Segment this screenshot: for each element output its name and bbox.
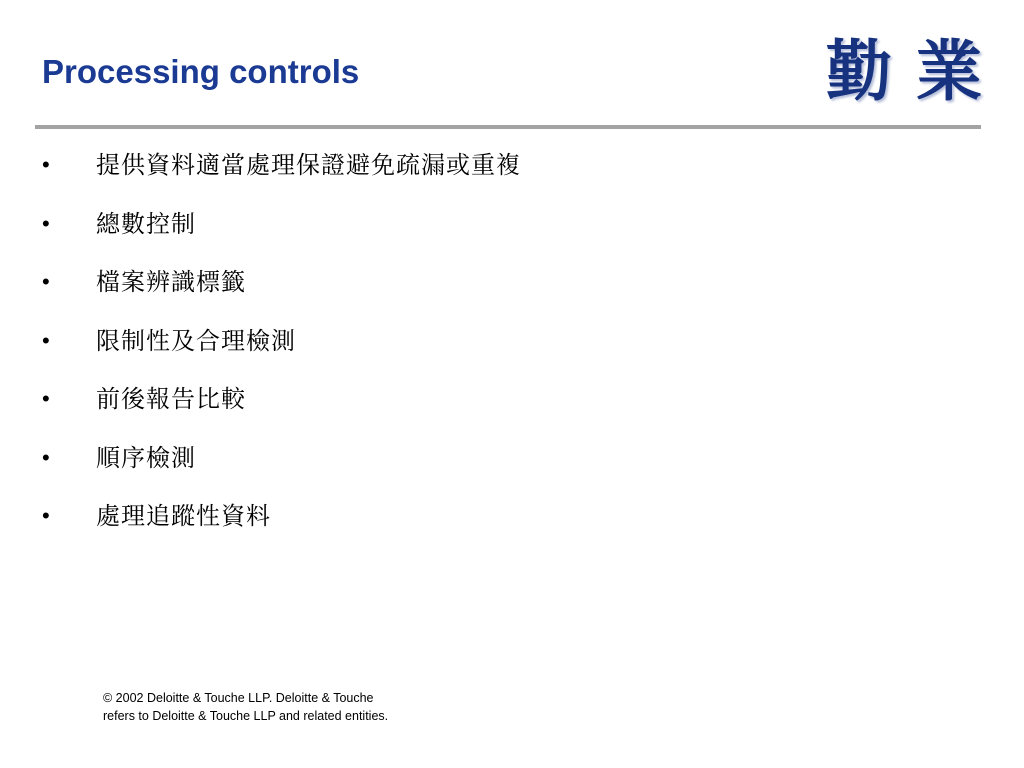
copyright-line-2: refers to Deloitte & Touche LLP and related entities. [103, 709, 389, 723]
bullet-item-3 [42, 263, 521, 322]
bullet-text: 處理追蹤性資料 [96, 502, 271, 530]
title-divider [35, 125, 981, 129]
bullet-marker: • [42, 503, 50, 528]
copyright-footer [103, 689, 388, 725]
bullet-text: 限制性及合理檢測 [96, 326, 296, 355]
bullet-text: 前後報告比較 [96, 385, 246, 413]
bullet-list [42, 146, 521, 556]
bullet-marker: • [42, 152, 50, 177]
bullet-item-4 [42, 322, 521, 381]
bullet-text: 順序檢測 [96, 443, 196, 472]
bullet-item-1 [42, 146, 521, 205]
bullet-text: 提供資料適當處理保證避免疏漏或重複 [96, 151, 521, 179]
company-logo [826, 33, 982, 110]
bullet-marker: • [42, 327, 50, 353]
logo-character-1: 勤 [826, 33, 892, 110]
bullet-item-2 [42, 205, 521, 264]
bullet-item-7 [42, 497, 521, 556]
bullet-marker: • [42, 386, 50, 411]
bullet-item-5 [42, 380, 521, 439]
bullet-text: 檔案辨識標籤 [96, 268, 246, 296]
bullet-marker: • [42, 444, 50, 470]
bullet-text: 總數控制 [96, 209, 196, 238]
bullet-item-6 [42, 439, 521, 498]
logo-character-2: 業 [916, 33, 982, 110]
copyright-line-1: © 2002 Deloitte & Touche LLP. Deloitte & Touche [103, 691, 374, 705]
bullet-marker: • [42, 269, 50, 294]
bullet-marker: • [42, 210, 50, 236]
slide-title: Processing controls [42, 53, 360, 90]
